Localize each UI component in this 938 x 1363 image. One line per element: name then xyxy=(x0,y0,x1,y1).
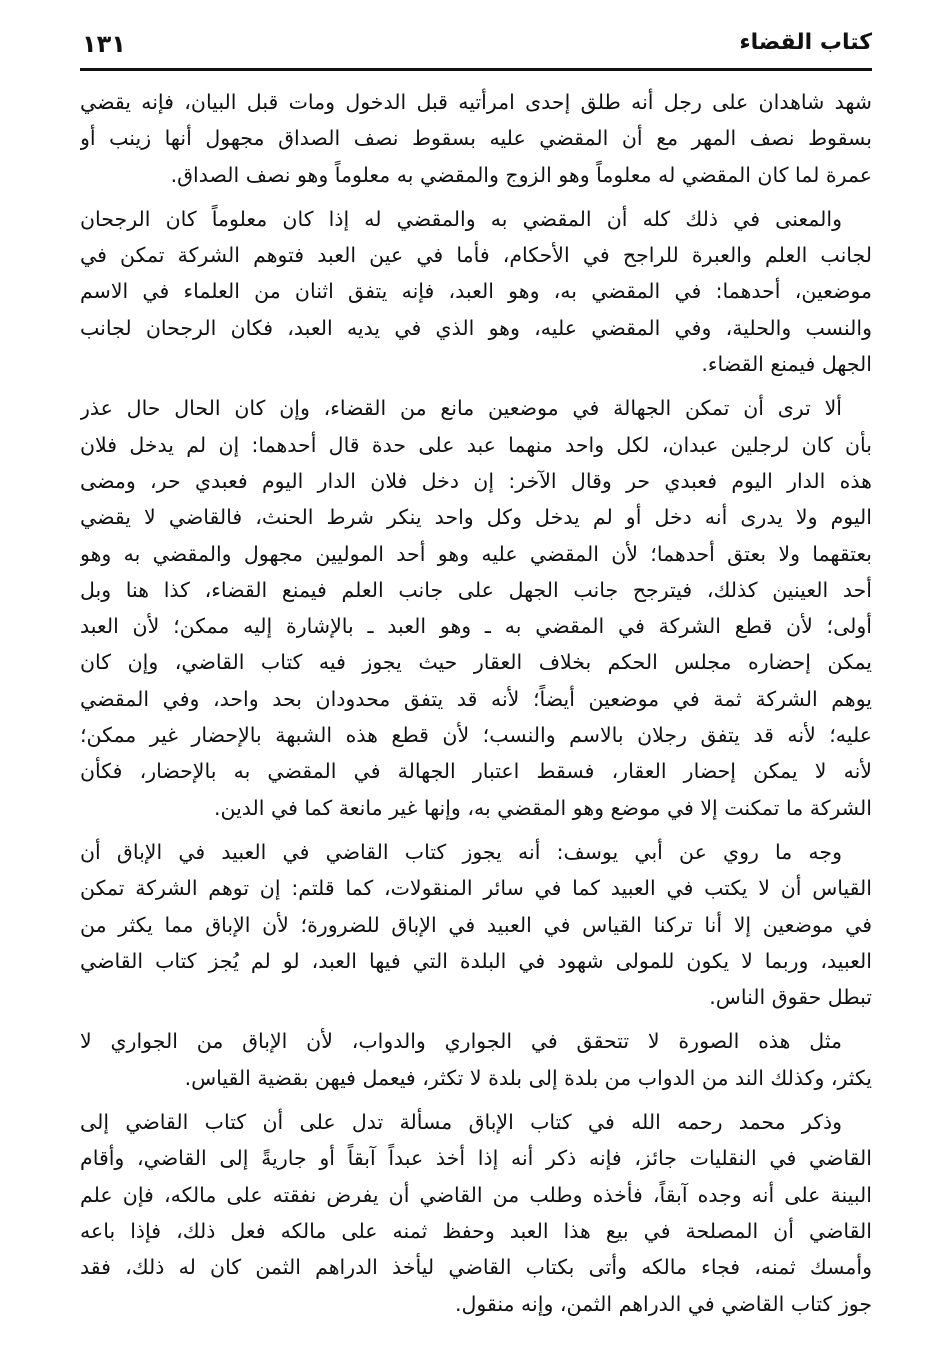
text-line: أولى؛ لأن قطع الشركة في المقضي به ـ وهو العبد ـ بالإشارة إليه ممكن؛ لأن العبد xyxy=(80,614,872,639)
text-line: الشركة ما تمكنت إلا في موضع وهو المقضي به، وإنها غير مانعة كما في الدين. xyxy=(213,795,872,820)
text-line: شهد شاهدان على رجل أنه طلق إحدى امرأتيه قبل الدخول ومات قبل البيان، فإنه يقضي xyxy=(80,90,872,114)
page-header xyxy=(80,28,872,64)
text-line: يكثر، وكذلك الند من الدواب من بلدة إلى بلدة لا تكثر، فيعمل فيهن بقضية القياس. xyxy=(184,1065,872,1090)
text-line: أحد العينين كذلك، فيترجح جانب الجهل على جانب العلم فيمنع القضاء، كذا هنا وبل xyxy=(80,577,872,602)
page-number: ١٣١ xyxy=(82,30,126,58)
text-line: بعتقهما ولا بعتق أحدهما؛ لأن المقضي عليه وهو أحد الموليين مجهول والمقضي به وهو xyxy=(80,541,872,566)
text-line: وذكر محمد رحمه الله في كتاب الإباق مسألة تدل على أن كتاب القاضي إلى xyxy=(80,1110,842,1135)
text-line: القاضي أن المصلحة في بيع هذا العبد وحفظ ثمنه على مالكه فعل ذلك، فإذا باعه xyxy=(80,1218,872,1243)
text-line: وأمسك ثمنه، فجاء مالكه وأتى بكتاب القاضي ليأخذ الدراهم الثمن كان له ذلك، فقد xyxy=(80,1255,872,1280)
text-line: بأن كان لرجلين عبدان، لكل واحد منهما عبد على حدة قال أحدهما: إن لم يدخل فلان xyxy=(80,432,872,457)
text-line: في موضعين إلا أنا تركنا القياس في العبيد في الإباق للضرورة؛ لأن الإباق مما يكثر من xyxy=(80,912,872,937)
text-line: لأنه لا يمكن إحضار العقار، فسقط اعتبار الجهالة في المقضي به بالإحضار، فكأن xyxy=(80,759,872,784)
text-line: جوز كتاب القاضي في الدراهم الثمن، وإنه منقول. xyxy=(455,1291,872,1316)
text-line: موضعين، أحدهما: في المقضي به، وهو العبد، فإنه يتفق اثنان من العلماء في الاسم xyxy=(80,279,872,304)
text-line: والنسب والحلية، وفي المقضي عليه، وهو الذي في يديه العبد، فكان الرجحان لجانب xyxy=(80,315,872,340)
header-rule xyxy=(80,68,872,71)
text-line: البينة على أنه وجده آبقاً، فأخذه وطلب من القاضي أن يفرض نفقته على مالكه، فإن علم xyxy=(80,1182,872,1207)
paragraph xyxy=(80,1104,872,1322)
text-line: هذه الدار اليوم فعبدي حر وقال الآخر: إن دخل فلان الدار اليوم فعبدي حر، ومضى xyxy=(80,468,872,493)
text-line: عليه؛ لأنه قد يتفق رجلان بالاسم والنسب؛ لأن قطع هذه الشبهة بالإحضار غير ممكن؛ xyxy=(80,723,872,748)
text-line: القياس أن لا يكتب في العبيد كما في سائر المنقولات، كما قلتم: إن توهم الشركة تمكن xyxy=(80,876,872,901)
paragraph xyxy=(80,1023,872,1096)
text-line: تبطل حقوق الناس. xyxy=(709,985,872,1010)
text-line: يمكن إحضاره مجلس الحكم بخلاف العقار حيث يجوز فيه كتاب القاضي، وإن كان xyxy=(80,650,872,675)
paragraph xyxy=(80,84,872,193)
text-line: وجه ما روي عن أبي يوسف: أنه يجوز كتاب القاضي في العبيد في الإباق أن xyxy=(80,839,842,864)
text-line: ألا ترى أن تمكن الجهالة في موضعين مانع من القضاء، وإن كان الحال حال عذر xyxy=(80,396,842,421)
text-line: اليوم ولا يدرى أنه دخل أو لم يدخل وكل واحد ينكر شرط الحنث، فالقاضي لا يقضي xyxy=(80,505,872,530)
paragraph xyxy=(80,834,872,1015)
paragraph xyxy=(80,390,872,826)
text-line: عمرة لما كان المقضي له معلوماً وهو الزوج والمقضي به معلوماً وهو نصف الصداق. xyxy=(170,162,872,187)
paragraph xyxy=(80,201,872,382)
text-line: والمعنى في ذلك كله أن المقضي به والمقضي له إذا كان معلوماً كان الرجحان xyxy=(80,206,842,231)
text-line: العبيد، وربما لا يكون للمولى شهود في البلدة التي فيها العبد، لو لم يُجز كتاب القاضي xyxy=(80,948,872,973)
text-line: يوهم الشركة ثمة في موضعين أيضاً؛ لأنه قد يتفق محدودان بحد واحد، وفي المقضي xyxy=(80,686,872,711)
page-body xyxy=(80,84,872,1330)
text-line: مثل هذه الصورة لا تتحقق في الجواري والدواب، لأن الإباق من الجواري لا xyxy=(80,1029,842,1054)
text-line: بسقوط نصف المهر مع أن المقضي عليه بسقوط نصف الصداق مجهول أنها زينب أو xyxy=(80,126,872,151)
text-line: لجانب العلم والعبرة للراجح في الأحكام، فأما في عين العبد فتوهم الشركة تمكن في xyxy=(80,243,872,268)
text-line: القاضي في النقليات جائز، فإنه ذكر أنه إذا أخذ عبداً آبقاً أو جاريةً إلى القاضي، وأقام xyxy=(80,1146,872,1171)
text-line: الجهل فيمنع القضاء. xyxy=(701,352,872,377)
running-title: كتاب القضاء xyxy=(739,30,872,55)
